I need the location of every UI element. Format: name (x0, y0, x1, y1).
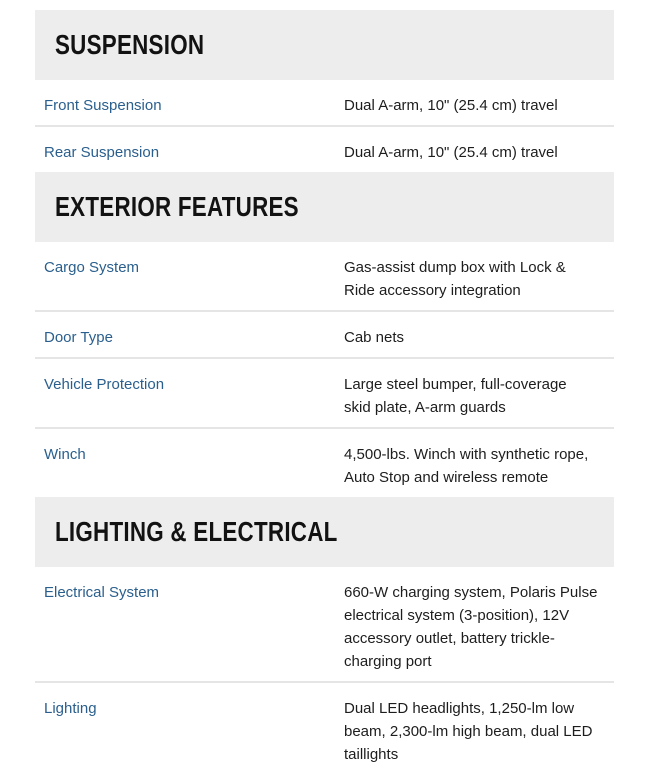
spec-value-line: beam, 2,300-lm high beam, dual LED (344, 723, 593, 740)
spec-value-door-type (344, 326, 614, 349)
spec-row-vehicle-protection (35, 359, 614, 429)
spec-value-line: charging port (344, 653, 432, 670)
spec-value-line: taillights (344, 746, 399, 763)
spec-value-vehicle-protection (344, 373, 614, 419)
spec-value-line: Dual LED headlights, 1,250-lm low (344, 700, 575, 717)
spec-label-rear-suspension: Rear Suspension (44, 144, 160, 161)
spec-value-line: 4,500-lbs. Winch with synthetic rope, (344, 446, 589, 463)
spec-value-line: accessory outlet, battery trickle- (344, 630, 555, 647)
spec-value-line: skid plate, A-arm guards (344, 399, 506, 416)
section-header-suspension (35, 10, 614, 80)
section-title-exterior-features: EXTERIOR FEATURES (55, 191, 299, 222)
spec-row-door-type (35, 312, 614, 359)
spec-value-line: Dual A-arm, 10" (25.4 cm) travel (344, 144, 558, 161)
spec-value-line: Dual A-arm, 10" (25.4 cm) travel (344, 97, 558, 114)
spec-row-electrical-system (35, 567, 614, 683)
spec-label-door-type: Door Type (44, 329, 113, 346)
spec-row-rear-suspension (35, 127, 614, 172)
section-header-exterior-features (35, 172, 614, 242)
spec-label-electrical-system: Electrical System (44, 584, 160, 601)
spec-label-front-suspension: Front Suspension (44, 97, 162, 114)
spec-row-front-suspension (35, 80, 614, 127)
section-header-lighting-electrical (35, 497, 614, 567)
spec-value-cargo-system (344, 256, 614, 302)
spec-value-line: Gas-assist dump box with Lock & (344, 259, 566, 276)
spec-value-rear-suspension (344, 141, 614, 164)
spec-row-cargo-system (35, 242, 614, 312)
spec-label-cargo-system: Cargo System (44, 259, 140, 276)
spec-label-lighting: Lighting (44, 700, 97, 717)
spec-sheet (35, 10, 614, 774)
spec-value-line: Large steel bumper, full-coverage (344, 376, 567, 393)
spec-value-line: Auto Stop and wireless remote (344, 469, 549, 486)
section-title-lighting-electrical: LIGHTING & ELECTRICAL (55, 516, 338, 547)
spec-value-lighting (344, 697, 614, 766)
spec-value-line: electrical system (3-position), 12V (344, 607, 570, 624)
spec-value-line: 660-W charging system, Polaris Pulse (344, 584, 598, 601)
spec-label-vehicle-protection: Vehicle Protection (44, 376, 165, 393)
spec-label-winch: Winch (44, 446, 86, 463)
section-title-suspension: SUSPENSION (55, 29, 205, 60)
spec-value-front-suspension (344, 94, 614, 117)
spec-value-line: Ride accessory integration (344, 282, 521, 299)
spec-value-winch (344, 443, 614, 489)
spec-value-line: Cab nets (344, 329, 405, 346)
spec-row-winch (35, 429, 614, 497)
spec-value-electrical-system (344, 581, 614, 673)
spec-row-lighting (35, 683, 614, 774)
